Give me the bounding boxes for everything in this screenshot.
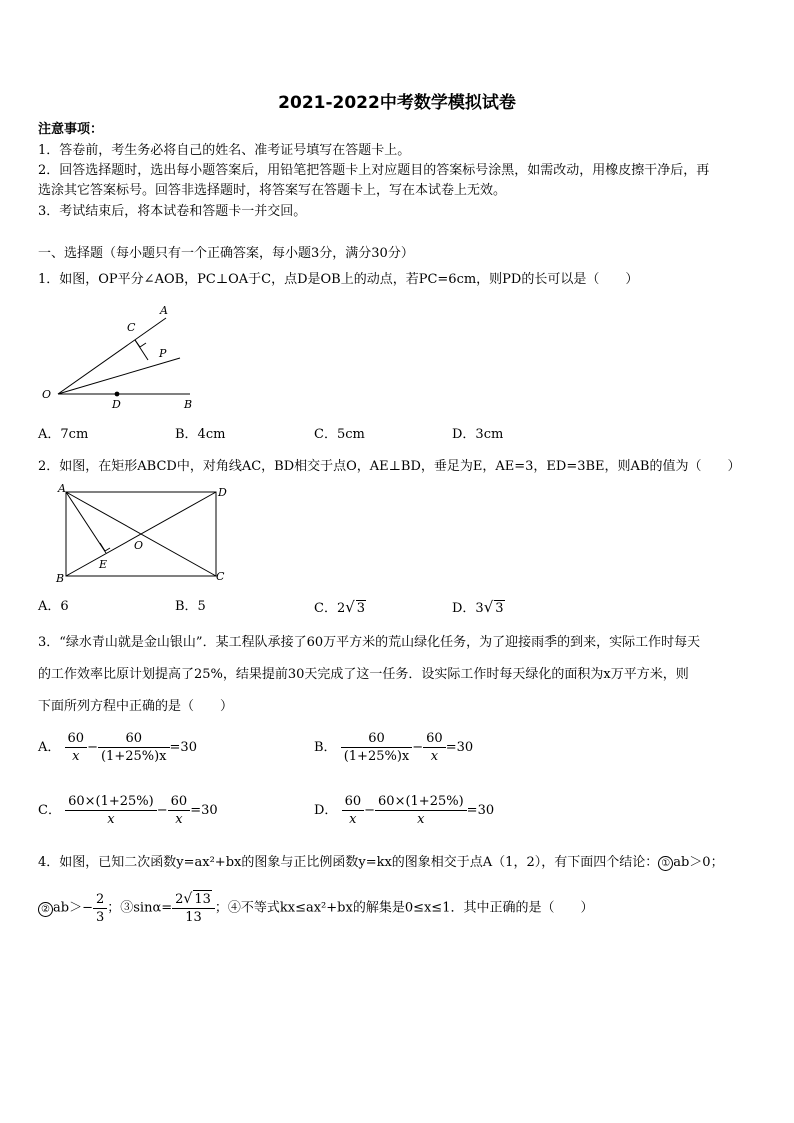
fig2-label-c: C [216, 570, 225, 583]
q2-option-d-radicand: 3 [495, 601, 504, 616]
q3d-den2: x [417, 812, 425, 827]
notice-item-2: 2．回答选择题时，选出每小题答案后，用铅笔把答题卡上对应题目的答案标号涂黑，如需改动，用橡皮擦干净后，再 [38, 163, 710, 178]
q3b-num1: 60 [341, 730, 413, 748]
question-3-line-1: 3．“绿水青山就是金山银山”．某工程队承接了60万平方米的荒山绿化任务，为了迎接雨季的到来，实际工作时每天 [38, 635, 701, 650]
q3c-num2: 60 [168, 793, 191, 811]
q3c-den1: x [107, 812, 115, 827]
page-title: 2021-2022中考数学模拟试卷 [278, 93, 516, 113]
q1-option-a: A．7cm [38, 427, 89, 442]
fig1-label-a: A [160, 304, 168, 317]
q3c-den2: x [175, 812, 183, 827]
q2-option-c-radicand: 3 [356, 601, 366, 616]
q3b-den2: x [430, 749, 439, 764]
fig2-label-o: O [134, 539, 144, 552]
q1-option-b: B．4cm [175, 427, 226, 442]
q2-option-c-coef: C．2 [314, 601, 346, 616]
q3-option-c-label: C． [38, 803, 61, 818]
q4-c2-den: 3 [95, 909, 105, 925]
question-1-stem: 1．如图，OP平分∠AOB，PC⊥OA于C，点D是OB上的动点，若PC=6cm，则PD的长可以是（ ） [38, 272, 639, 287]
section-heading: 一、选择题（每小题只有一个正确答案，每小题3分，满分30分） [38, 246, 414, 261]
q3c-rhs: =30 [190, 803, 218, 818]
q4-c3-num-coef: 2 [175, 892, 184, 907]
question-4-line-1 [38, 855, 724, 871]
fig2-label-d: D [218, 486, 227, 499]
q4-conclusion-1: ab＞0； [673, 855, 724, 870]
q4-conclusion-4: ；④不等式kx≤ax²+bx的解集是0≤x≤1．其中正确的是（ ） [214, 900, 594, 916]
q4-c3-num-radicand: 13 [194, 892, 211, 907]
notice-item-1: 1．答卷前，考生务必将自己的姓名、准考证号填写在答题卡上。 [38, 143, 411, 158]
q3-option-c: C． $\frac{60\times(1+25\%)}{x}$ − $\frac{60}{x}$ =30 [38, 794, 218, 827]
q2-option-c: C．2√ 3 [314, 598, 366, 616]
q4-conclusion-2-marker: ② [38, 902, 53, 917]
fig2-label-e: E [99, 558, 108, 571]
q1-option-c: C．5cm [314, 427, 365, 442]
notice-item-2-cont: 选涂其它答案标号。回答非选择题时，将答案写在答题卡上，写在本试卷上无效。 [38, 183, 507, 198]
q3d-den1: x [349, 812, 357, 827]
fig1-label-d: D [112, 398, 121, 411]
q4-conclusion-1-marker: ① [658, 856, 673, 871]
fig2-label-b: B [56, 572, 65, 585]
q3a-num1: 60 [65, 730, 88, 748]
q3d-num2: 60×(1+25%) [375, 793, 467, 811]
q3-option-b: B． $\frac{60}{(1+25\%)x}$ − $\frac{60}{x}$ =30 [314, 731, 474, 764]
question-2-stem: 2．如图，在矩形ABCD中，对角线AC，BD相交于点O，AE⊥BD，垂足为E，AE=3，ED=3BE，则AB的值为（ ） [38, 459, 741, 474]
q3-option-d: D． $\frac{60}{x}$ − $\frac{60\times(1+25\%)}{x}$ =30 [314, 794, 495, 827]
q2-option-b: B．5 [175, 599, 206, 614]
question-1-figure [38, 300, 208, 415]
fig2-label-a: A [58, 482, 66, 495]
question-3-line-3: 下面所列方程中正确的是（ ） [38, 699, 234, 714]
q1-option-d: D．3cm [452, 427, 504, 442]
q4-stem: 4．如图，已知二次函数y=ax²+bx的图象与正比例函数y=kx的图象相交于点A（1，2），有下面四个结论： [38, 855, 659, 870]
notice-heading: 注意事项： [38, 122, 104, 137]
q3a-den2: (1+25%)x [100, 749, 167, 764]
q3a-rhs: =30 [169, 740, 197, 755]
notice-item-3: 3．考试结束后，将本试卷和答题卡一并交回。 [38, 204, 307, 219]
q4-c2-num: 2 [93, 891, 107, 909]
q2-option-a: A．6 [38, 599, 69, 614]
fig1-label-o: O [42, 388, 52, 401]
q4-conclusion-3: ；③sinα= [107, 900, 173, 916]
question-4-line-2: ② ab＞− $\frac{2}{3}$ ；③sinα= $\frac{2√ 13}{13}$ ；④不等式kx≤ax²+bx的解集是0≤x≤1．其中正确的是（ ） [38, 890, 593, 926]
question-3-line-2: 的工作效率比原计划提高了25%，结果提前30天完成了这一任务．设实际工作时每天绿化的面积为x万平方米，则 [38, 667, 689, 682]
q3a-den1: x [72, 749, 80, 764]
q4-conclusion-2: ab＞− [53, 900, 93, 916]
fig1-label-p: P [159, 347, 167, 360]
q2-option-d-coef: D．3 [452, 601, 484, 616]
q3-option-a: A． $\frac{60}{x}$ − $\frac{60}{(1+25\%)x}$ =30 [38, 731, 197, 764]
q2-option-d: D．3√ 3 [452, 598, 504, 616]
q3d-rhs: =30 [466, 803, 495, 818]
q3c-num1: 60×(1+25%) [65, 793, 157, 811]
q3b-den1: (1+25%)x [343, 749, 410, 764]
q3-option-b-label: B． [314, 740, 337, 755]
q3-option-a-label: A． [38, 740, 61, 755]
q3-option-d-label: D． [314, 803, 338, 818]
fig1-label-b: B [184, 398, 193, 411]
question-2-figure [52, 480, 237, 585]
q3a-num2: 60 [98, 730, 170, 748]
q3d-num1: 60 [342, 793, 365, 811]
q3b-num2: 60 [423, 730, 446, 748]
q4-c3-den: 13 [185, 910, 202, 925]
q3b-rhs: =30 [445, 740, 474, 755]
fig1-label-c: C [127, 321, 136, 334]
